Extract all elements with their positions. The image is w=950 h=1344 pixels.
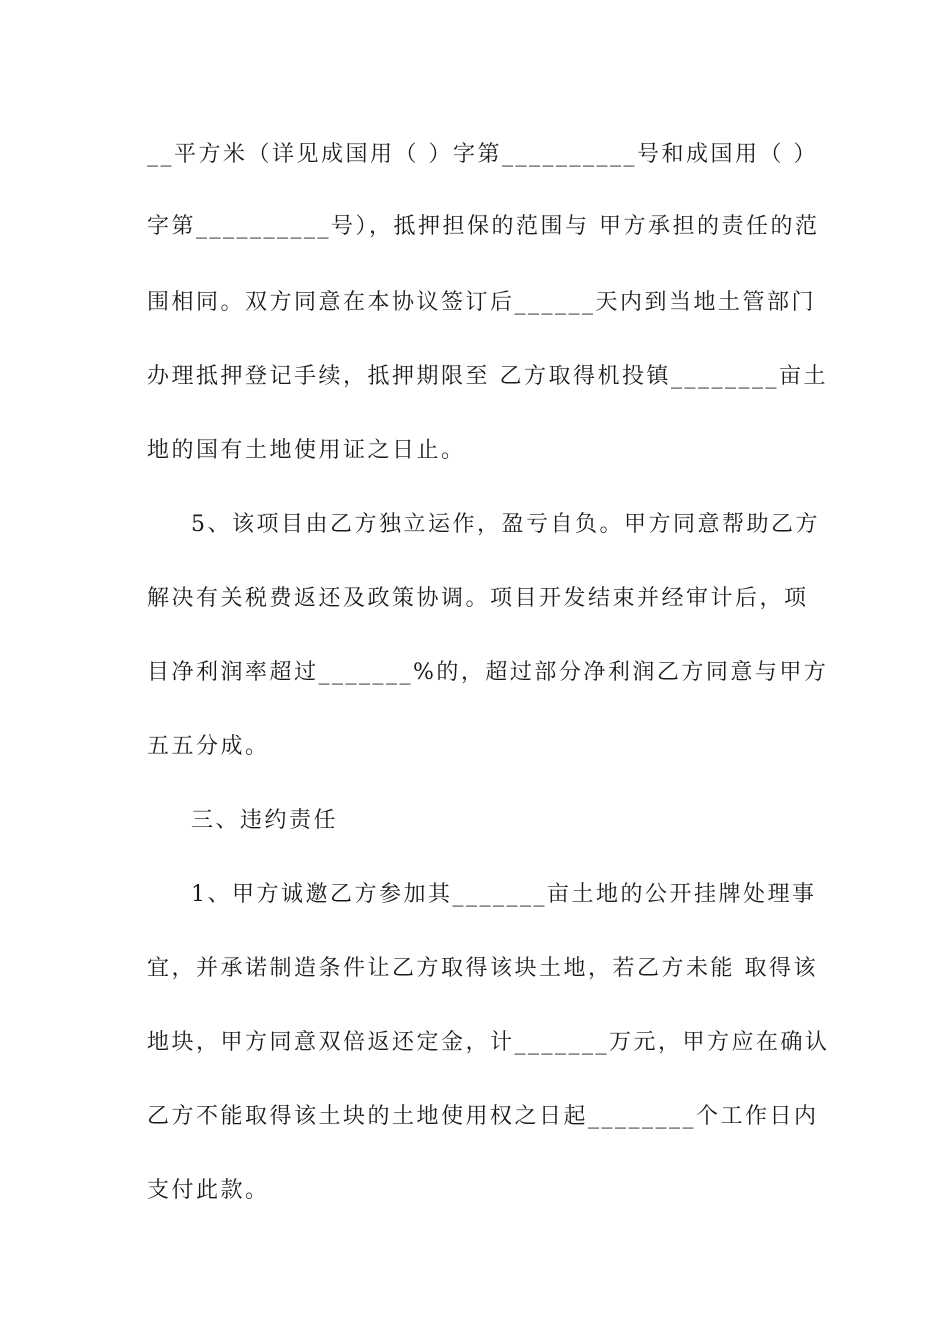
text-line: 支付此款。 [147,1178,270,1203]
text-line: 办理抵押登记手续，抵押期限至 乙方取得机投镇________亩土 [147,364,828,389]
text-line: 宜，并承诺制造条件让乙方取得该块土地，若乙方未能 取得该 [147,956,818,981]
text-line: 解决有关税费返还及政策协调。项目开发结束并经审计后，项 [147,586,809,611]
text-line: 字第__________号），抵押担保的范围与 甲方承担的责任的范 [147,214,820,239]
text-line: 五五分成。 [147,734,270,759]
clause-1-start: 1、甲方诚邀乙方参加其_______亩土地的公开挂牌处理事 [191,882,817,907]
text-line: 目净利润率超过_______%的，超过部分净利润乙方同意与甲方 [147,660,829,685]
text-line: 围相同。双方同意在本协议签订后______天内到当地土管部门 [147,290,817,315]
clause-5-start: 5、该项目由乙方独立运作，盈亏自负。甲方同意帮助乙方 [191,512,820,537]
section-heading-breach: 三、违约责任 [191,808,339,833]
text-line: 乙方不能取得该土块的土地使用权之日起________个工作日内 [147,1104,819,1129]
text-line: __平方米（详见成国用（ ）字第__________号和成国用（ ） [147,142,818,167]
text-line: 地的国有土地使用证之日止。 [147,438,466,463]
text-line: 地块，甲方同意双倍返还定金，计_______万元，甲方应在确认 [147,1030,830,1055]
